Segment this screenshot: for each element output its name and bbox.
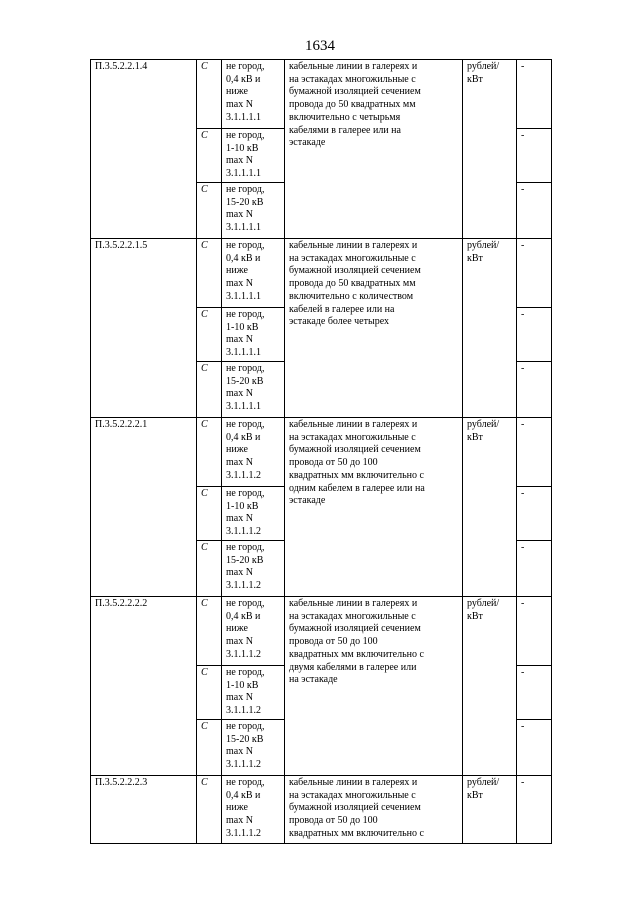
rate-value: - xyxy=(517,418,552,487)
voltage-level-code: С xyxy=(197,541,222,597)
rate-value: - xyxy=(517,183,552,239)
item-code: П.3.5.2.2.1.4 xyxy=(91,60,197,239)
voltage-condition: не город, 1-10 кВ max N 3.1.1.1.2 xyxy=(222,666,285,720)
rate-value: - xyxy=(517,666,552,720)
line-description: кабельные линии в галереях и на эстакадах многожильные с бумажной изоляцией сечением провода от 50 до 100 квадратных мм включительно с двумя кабелями в галерее или на эстакаде xyxy=(285,597,463,776)
item-code: П.3.5.2.2.2.2 xyxy=(91,597,197,776)
rate-value: - xyxy=(517,541,552,597)
voltage-condition: не город, 1-10 кВ max N 3.1.1.1.2 xyxy=(222,487,285,541)
item-code: П.3.5.2.2.1.5 xyxy=(91,239,197,418)
table-row xyxy=(91,776,552,844)
table-row xyxy=(91,239,552,308)
rate-value: - xyxy=(517,362,552,418)
rate-value: - xyxy=(517,308,552,362)
rate-value: - xyxy=(517,597,552,666)
voltage-condition: не город, 1-10 кВ max N 3.1.1.1.1 xyxy=(222,129,285,183)
voltage-condition: не город, 15-20 кВ max N 3.1.1.1.2 xyxy=(222,541,285,597)
unit: рублей/ кВт xyxy=(463,597,517,776)
voltage-condition: не город, 0,4 кВ и ниже max N 3.1.1.1.1 xyxy=(222,239,285,308)
voltage-level-code: С xyxy=(197,720,222,776)
voltage-level-code: С xyxy=(197,129,222,183)
unit: рублей/ кВт xyxy=(463,239,517,418)
voltage-level-code: С xyxy=(197,183,222,239)
unit: рублей/ кВт xyxy=(463,60,517,239)
voltage-level-code: С xyxy=(197,776,222,844)
unit: рублей/ кВт xyxy=(463,776,517,844)
voltage-condition: не город, 0,4 кВ и ниже max N 3.1.1.1.1 xyxy=(222,60,285,129)
rate-value: - xyxy=(517,129,552,183)
voltage-condition: не город, 0,4 кВ и ниже max N 3.1.1.1.2 xyxy=(222,418,285,487)
voltage-level-code: С xyxy=(197,418,222,487)
voltage-level-code: С xyxy=(197,666,222,720)
voltage-level-code: С xyxy=(197,308,222,362)
voltage-level-code: С xyxy=(197,362,222,418)
rate-value: - xyxy=(517,239,552,308)
page-number: 1634 xyxy=(305,38,335,54)
table-row xyxy=(91,418,552,487)
voltage-condition: не город, 1-10 кВ max N 3.1.1.1.1 xyxy=(222,308,285,362)
voltage-condition: не город, 15-20 кВ max N 3.1.1.1.1 xyxy=(222,183,285,239)
tariff-table xyxy=(90,59,552,844)
rate-value: - xyxy=(517,60,552,129)
line-description: кабельные линии в галереях и на эстакадах многожильные с бумажной изоляцией сечением провода от 50 до 100 квадратных мм включительно с xyxy=(285,776,463,844)
voltage-level-code: С xyxy=(197,597,222,666)
tariff-table-body xyxy=(91,60,552,844)
voltage-level-code: С xyxy=(197,239,222,308)
voltage-condition: не город, 0,4 кВ и ниже max N 3.1.1.1.2 xyxy=(222,597,285,666)
table-row xyxy=(91,597,552,666)
voltage-condition: не город, 15-20 кВ max N 3.1.1.1.1 xyxy=(222,362,285,418)
voltage-condition: не город, 0,4 кВ и ниже max N 3.1.1.1.2 xyxy=(222,776,285,844)
rate-value: - xyxy=(517,487,552,541)
line-description: кабельные линии в галереях и на эстакадах многожильные с бумажной изоляцией сечением провода до 50 квадратных мм включительно с количеством кабелей в галерее или на эстакаде более четырех xyxy=(285,239,463,418)
line-description: кабельные линии в галереях и на эстакадах многожильные с бумажной изоляцией сечением провода от 50 до 100 квадратных мм включительно с одним кабелем в галерее или на эстакаде xyxy=(285,418,463,597)
voltage-level-code: С xyxy=(197,60,222,129)
line-description: кабельные линии в галереях и на эстакадах многожильные с бумажной изоляцией сечением провода до 50 квадратных мм включительно с четырьмя кабелями в галерее или на эстакаде xyxy=(285,60,463,239)
table-row xyxy=(91,60,552,129)
voltage-level-code: С xyxy=(197,487,222,541)
item-code: П.3.5.2.2.2.1 xyxy=(91,418,197,597)
item-code: П.3.5.2.2.2.3 xyxy=(91,776,197,844)
rate-value: - xyxy=(517,720,552,776)
voltage-condition: не город, 15-20 кВ max N 3.1.1.1.2 xyxy=(222,720,285,776)
rate-value: - xyxy=(517,776,552,844)
unit: рублей/ кВт xyxy=(463,418,517,597)
